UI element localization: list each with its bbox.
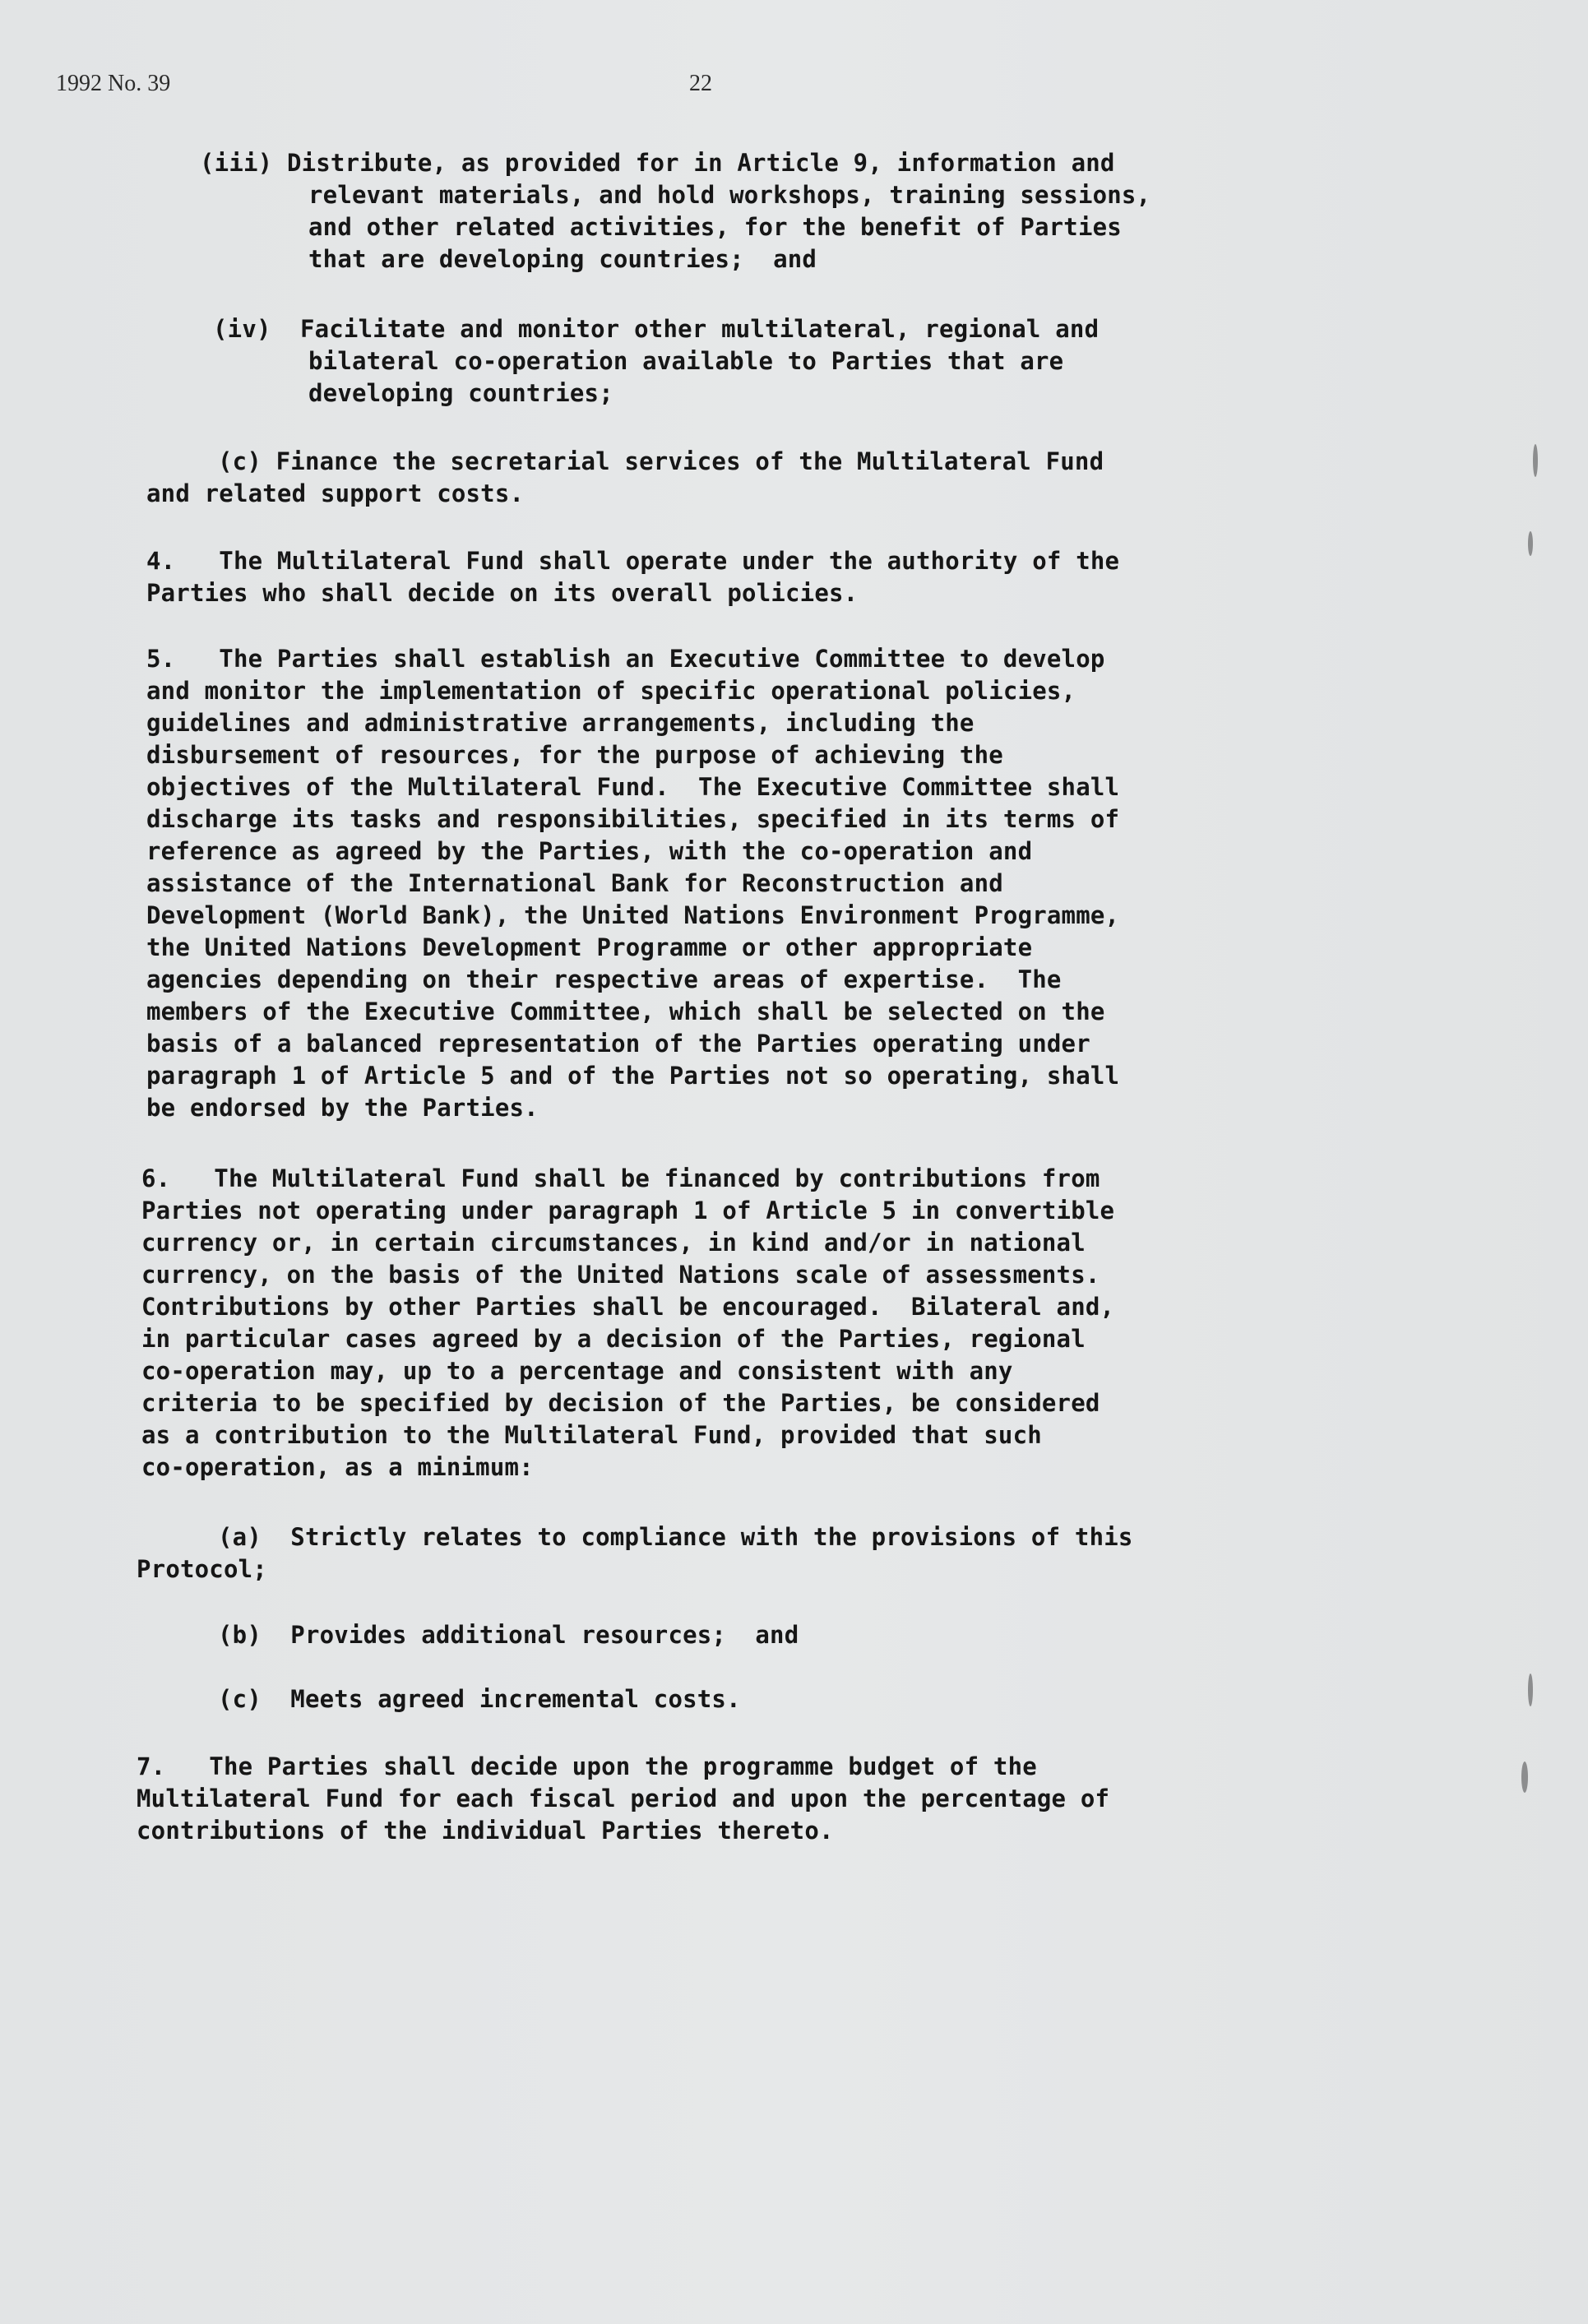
paragraph-p7-line-2: contributions of the individual Parties thereto. bbox=[137, 1817, 834, 1845]
paragraph-p5-line-5: discharge its tasks and responsibilities, specified in its terms of bbox=[146, 805, 1120, 833]
paragraph-iii-line-1: relevant materials, and hold workshops, training sessions, bbox=[308, 181, 1151, 209]
paragraph-p6-line-7: criteria to be specified by decision of the Parties, be considered bbox=[141, 1389, 1100, 1417]
document-id: 1992 No. 39 bbox=[56, 71, 171, 96]
paragraph-p4-line-0: 4. The Multilateral Fund shall operate under the authority of the bbox=[146, 547, 1120, 575]
paragraph-p4-line-1: Parties who shall decide on its overall policies. bbox=[146, 579, 859, 607]
paragraph-p5-line-6: reference as agreed by the Parties, with the co-operation and bbox=[146, 837, 1033, 865]
paragraph-p5-line-12: basis of a balanced representation of the Parties operating under bbox=[146, 1030, 1090, 1058]
paragraph-iii-line-0: (iii) Distribute, as provided for in Article 9, information and bbox=[200, 149, 1115, 177]
paragraph-p6-line-5: in particular cases agreed by a decision of the Parties, regional bbox=[141, 1325, 1086, 1353]
paragraph-p5-line-14: be endorsed by the Parties. bbox=[146, 1094, 539, 1122]
paragraph-a-line-0: (a) Strictly relates to compliance with the provisions of this bbox=[218, 1523, 1133, 1551]
paragraph-p5-line-0: 5. The Parties shall establish an Executive Committee to develop bbox=[146, 645, 1105, 673]
paragraph-c-line-1: and related support costs. bbox=[146, 479, 525, 507]
paragraph-p5-line-4: objectives of the Multilateral Fund. The Executive Committee shall bbox=[146, 773, 1120, 801]
paragraph-p6-line-6: co-operation may, up to a percentage and consistent with any bbox=[141, 1357, 1013, 1385]
paragraph-c-line-0: (c) Finance the secretarial services of the Multilateral Fund bbox=[218, 447, 1104, 475]
paragraph-p7-line-1: Multilateral Fund for each fiscal period and upon the percentage of bbox=[137, 1785, 1110, 1812]
paragraph-p6-line-8: as a contribution to the Multilateral Fund, provided that such bbox=[141, 1421, 1042, 1449]
paragraph-iv-line-1: bilateral co-operation available to Parties that are bbox=[308, 347, 1064, 375]
paragraph-p5-line-7: assistance of the International Bank for Reconstruction and bbox=[146, 869, 1003, 897]
paragraph-iii-line-2: and other related activities, for the benefit of Parties bbox=[308, 213, 1122, 241]
paragraph-p6-line-1: Parties not operating under paragraph 1 of Article 5 in convertible bbox=[141, 1197, 1115, 1224]
paragraph-p5-line-13: paragraph 1 of Article 5 and of the Parties not so operating, shall bbox=[146, 1062, 1120, 1090]
paragraph-p6-line-3: currency, on the basis of the United Nations scale of assessments. bbox=[141, 1261, 1100, 1289]
paragraph-p5-line-11: members of the Executive Committee, which shall be selected on the bbox=[146, 998, 1105, 1025]
paragraph-p5-line-10: agencies depending on their respective areas of expertise. The bbox=[146, 965, 1062, 993]
paragraph-c2-line-0: (c) Meets agreed incremental costs. bbox=[218, 1685, 741, 1713]
paragraph-iv-line-2: developing countries; bbox=[308, 379, 613, 407]
paragraph-p5-line-3: disbursement of resources, for the purpose of achieving the bbox=[146, 741, 1003, 769]
paragraph-p5-line-9: the United Nations Development Programme or other appropriate bbox=[146, 933, 1033, 961]
paragraph-iv-line-0: (iv) Facilitate and monitor other multilateral, regional and bbox=[213, 315, 1100, 343]
paragraph-a-line-1: Protocol; bbox=[137, 1555, 267, 1583]
paragraph-iii-line-3: that are developing countries; and bbox=[308, 245, 817, 273]
paragraph-p5-line-1: and monitor the implementation of specific operational policies, bbox=[146, 677, 1076, 705]
margin-mark bbox=[1533, 444, 1538, 477]
page-number: 22 bbox=[689, 71, 712, 96]
margin-mark bbox=[1521, 1762, 1528, 1793]
paragraph-p6-line-0: 6. The Multilateral Fund shall be financed by contributions from bbox=[141, 1164, 1100, 1192]
paragraph-p6-line-4: Contributions by other Parties shall be encouraged. Bilateral and, bbox=[141, 1293, 1115, 1321]
paragraph-p6-line-2: currency or, in certain circumstances, in kind and/or in national bbox=[141, 1229, 1086, 1257]
margin-mark bbox=[1528, 1674, 1533, 1706]
paragraph-p5-line-2: guidelines and administrative arrangements, including the bbox=[146, 709, 975, 737]
paragraph-p5-line-8: Development (World Bank), the United Nations Environment Programme, bbox=[146, 901, 1120, 929]
paragraph-p7-line-0: 7. The Parties shall decide upon the programme budget of the bbox=[137, 1752, 1037, 1780]
paragraph-p6-line-9: co-operation, as a minimum: bbox=[141, 1453, 534, 1481]
margin-mark bbox=[1528, 531, 1533, 556]
paragraph-b-line-0: (b) Provides additional resources; and bbox=[218, 1621, 799, 1649]
